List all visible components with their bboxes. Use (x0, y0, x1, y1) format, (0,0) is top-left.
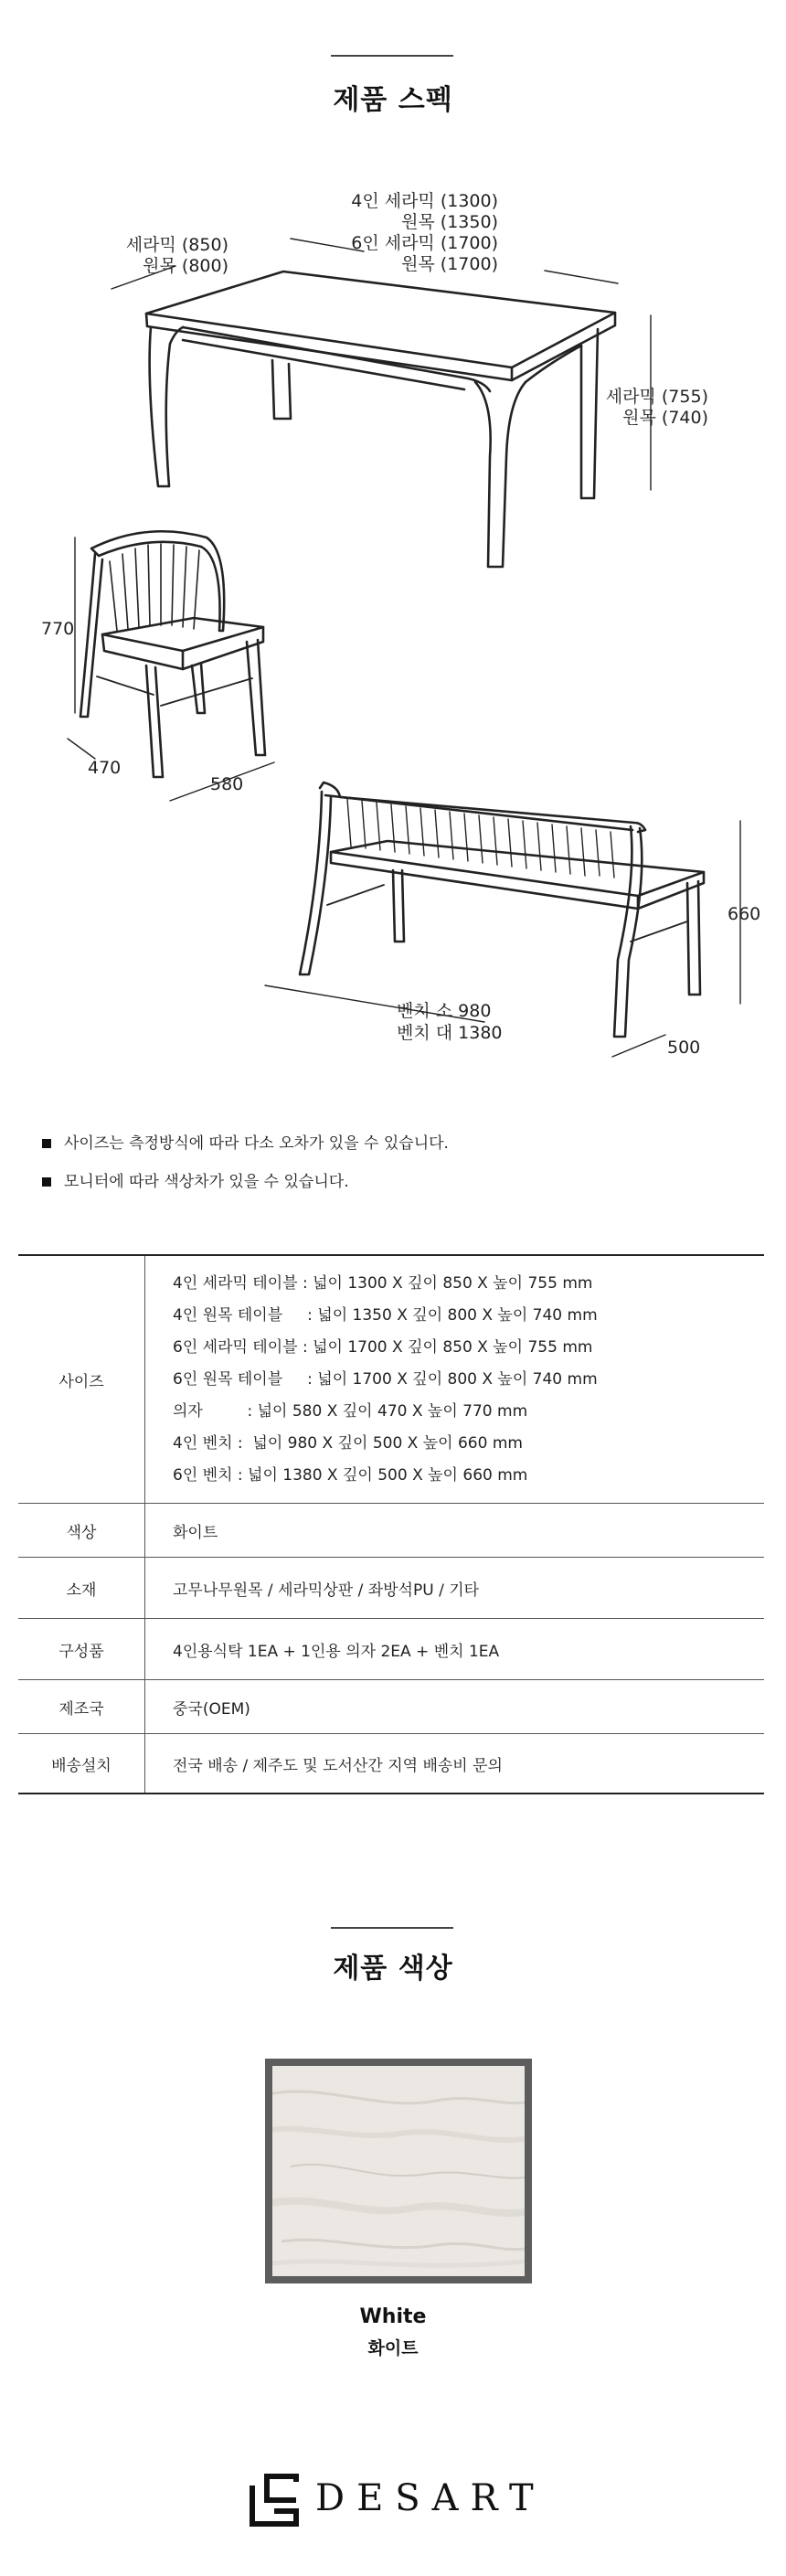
table-depth-label-2: 원목 (800) (143, 256, 228, 276)
size-line: 6인 세라믹 테이블 : 넓이 1700 X 깊이 850 X 높이 755 mm (173, 1337, 593, 1357)
spec-key: 사이즈 (18, 1255, 145, 1504)
brand-logo-mark (247, 2473, 302, 2528)
spec-value: 중국(OEM) (145, 1680, 765, 1734)
color-section-title: 제품 색상 (333, 1953, 453, 1985)
spec-row-composition (18, 1619, 764, 1680)
spec-row-color (18, 1504, 764, 1558)
brand-name: DESART (315, 2477, 546, 2519)
bench-length-small-label: 벤치 소 980 (397, 1001, 492, 1021)
chair-width-label: 580 (210, 774, 244, 794)
bench-drawing (265, 782, 740, 1057)
furniture-dimension-drawings (0, 0, 786, 1097)
spec-value (145, 1255, 765, 1504)
swatch-name-en: White (359, 2305, 427, 2328)
spec-row-origin (18, 1680, 764, 1734)
spec-row-delivery (18, 1734, 764, 1794)
spec-value: 화이트 (145, 1504, 765, 1558)
spec-value: 4인용식탁 1EA + 1인용 의자 2EA + 벤치 1EA (145, 1619, 765, 1680)
spec-row-material (18, 1558, 764, 1619)
size-line: 4인 벤치 : 넓이 980 X 깊이 500 X 높이 660 mm (173, 1433, 523, 1453)
note-item: 모니터에 따라 색상차가 있을 수 있습니다. (40, 1172, 449, 1210)
spec-value: 전국 배송 / 제주도 및 도서산간 지역 배송비 문의 (173, 1756, 503, 1775)
size-line: 4인 세라믹 테이블 : 넓이 1300 X 깊이 850 X 높이 755 mm (173, 1273, 593, 1293)
spec-key: 구성품 (18, 1619, 145, 1680)
color-title-rule (331, 1927, 453, 1929)
spec-key: 소재 (18, 1558, 145, 1619)
spec-value: 고무나무원목 / 세라믹상판 / 좌방석PU / 기타 (145, 1558, 765, 1619)
spec-key: 제조국 (18, 1680, 145, 1734)
spec-section-title: 제품 스펙 (333, 84, 453, 116)
table-width-label-1: 4인 세라믹 (1300) (351, 191, 498, 211)
chair-height-label: 770 (41, 619, 75, 639)
dining-table-drawing (112, 239, 651, 567)
white-marble-swatch (265, 2059, 532, 2283)
table-width-label-3: 6인 세라믹 (1700) (351, 233, 498, 253)
swatch-name-ko: 화이트 (367, 2338, 419, 2358)
table-width-label-2: 원목 (1350) (401, 212, 498, 232)
marble-texture (272, 2066, 525, 2276)
spec-row-size (18, 1255, 764, 1504)
spec-key: 색상 (18, 1504, 145, 1558)
table-height-label-2: 원목 (740) (622, 408, 708, 428)
table-height-label-1: 세라믹 (755) (605, 387, 708, 407)
spec-key: 배송설치 (18, 1734, 145, 1794)
size-line: 4인 원목 테이블 : 넓이 1350 X 깊이 800 X 높이 740 mm (173, 1305, 598, 1325)
spec-table (18, 1254, 764, 1794)
bench-height-label: 660 (728, 904, 761, 924)
notes-list (40, 1134, 449, 1210)
table-depth-label-1: 세라믹 (850) (125, 235, 228, 255)
size-line: 6인 원목 테이블 : 넓이 1700 X 깊이 800 X 높이 740 mm (173, 1369, 598, 1389)
chair-depth-label: 470 (88, 758, 122, 778)
size-line: 6인 벤치 : 넓이 1380 X 깊이 500 X 높이 660 mm (173, 1465, 528, 1485)
bench-length-large-label: 벤치 대 1380 (397, 1023, 503, 1043)
bench-depth-label: 500 (667, 1038, 701, 1058)
size-line: 의자 : 넓이 580 X 깊이 470 X 높이 770 mm (173, 1401, 528, 1421)
note-item: 사이즈는 측정방식에 따라 다소 오차가 있을 수 있습니다. (40, 1134, 449, 1172)
table-width-label-4: 원목 (1700) (401, 254, 498, 274)
